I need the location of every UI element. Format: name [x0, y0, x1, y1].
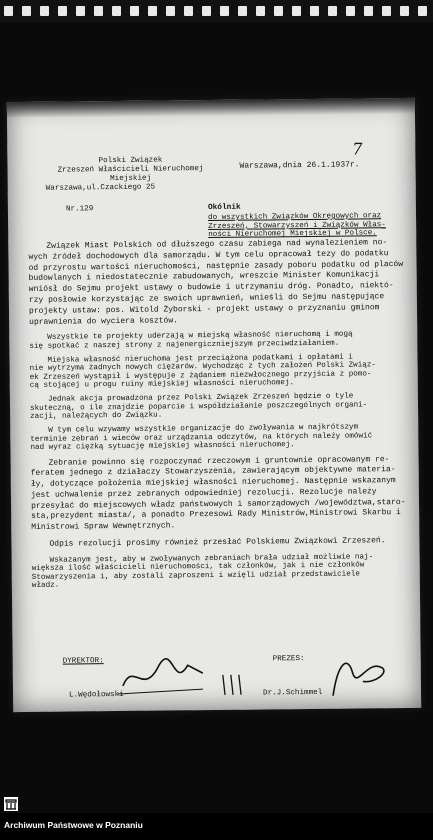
- archive-logo-icon: [4, 797, 18, 811]
- film-perforation: [58, 6, 67, 16]
- film-perforation: [148, 6, 157, 16]
- document-date: Warszawa,dnia 26.1.1937r.: [239, 160, 360, 171]
- document-sheet: [7, 98, 421, 712]
- film-perforation: [40, 6, 49, 16]
- circular-title: Okólnik: [207, 203, 241, 213]
- film-perforation: [400, 6, 409, 16]
- paragraph-5: W tym celu wzywamy wszystkie organizacje do zwoływania w najkrótszym terminie zebrań i wieców oraz urządzania odczytów, na których należy omówić nad wyraz ciężką sytuację miejskiej własności nieruchomej.: [30, 423, 373, 453]
- footer-bar: [0, 813, 433, 840]
- film-perforation: [4, 6, 13, 16]
- film-perforation: [310, 6, 319, 16]
- letter-body: [28, 238, 412, 596]
- film-perforation: [328, 6, 337, 16]
- director-title: DYREKTOR:: [62, 657, 104, 666]
- film-strip-top: [0, 0, 433, 22]
- archive-name: Archiwum Państwowe w Poznaniu: [4, 820, 143, 830]
- film-perforation: [382, 6, 391, 16]
- film-perforation: [94, 6, 103, 16]
- film-perforation: [76, 6, 85, 16]
- paragraph-8: Wskazanym jest, aby w zwoływanych zebraniach brała udział możliwie naj- większa ilość właścicieli nieruchomości, tak członków, jak i nie członków Stowarzyszenia i, aby zostali zaproszeni i wzięli udział przedstawiciele władz.: [31, 553, 374, 590]
- paragraph-7: Odpis rezolucji prosimy również przesłać Polskiemu Związkowi Zrzeszeń.: [49, 536, 386, 549]
- handwritten-signatures: [63, 653, 394, 706]
- reference-number: Nr.129: [65, 205, 94, 214]
- paragraph-4: Jednak akcja prowadzona przez Polski Związek Zrzeszeń będzie o tyle skuteczną, o ile znajdzie poparcie i współdziałanie poszczególnych organi- zacji, należących do Związku.: [29, 392, 368, 422]
- film-perforation: [274, 6, 283, 16]
- page-number-mark: 7: [352, 139, 363, 159]
- film-perforation: [112, 6, 121, 16]
- director-name: L.Wędołowski: [68, 690, 124, 700]
- paragraph-3: Miejska własność nieruchoma jest przeciążona podatkami i opłatami i nie wytrzyma żadnych nowych ciężarów. Wychodząc z tych założeń Polski Związ- ek Zrzeszeń wystąpił i występuje z żądaniem niezwłocznego przyjścia z pomo- cą stojącej u progu ruiny miejskiej własności nieruchomej.: [29, 353, 376, 391]
- circular-recipients: do wszystkich Związków Okręgowych oraz Zrzeszeń, Stowarzyszeń i Związków Włas- ności Nieruchomej Miejskiej w Polsce.: [208, 212, 386, 240]
- film-perforation: [22, 6, 31, 16]
- president-title: PREZES:: [272, 655, 305, 664]
- sender-organization: Polski Związek Zrzeszeń Właścicieli Nieruchomej Miejskiej: [57, 156, 204, 184]
- paragraph-2: Wszystkie te projekty uderzają w miejską własność nieruchomą i mogą się spotkać z naszej strony z najenergiczniejszym przeciwdziałaniem.: [29, 330, 353, 351]
- sender-address: Warszawa,ul.Czackiego 25: [45, 183, 156, 193]
- president-name: Dr.J.Schimmel: [262, 688, 323, 698]
- film-perforation: [256, 6, 265, 16]
- film-perforation: [364, 6, 373, 16]
- paragraph-6: Zebranie powinno się rozpoczynać rzeczowym i gruntownie opracowanym re- feratem jednego z działaczy Stowarzyszenia, zawierającym objektywne materia- ły, dotyczące położenia miejskiej własności nieruchomej. Następnie wskazanym jest uchwalenie przez zebranych odpowiedniej rezolucji. Rezolucje należy przesyłać do miejscowych władz państwowych i samorządowych /województwa,staro- sta,prezydent miasta/, a ponadto Prezesowi Rady Ministrów,Ministrowi Skarbu i Ministrowi Spraw Wewnętrznych.: [30, 454, 406, 533]
- film-perforation: [292, 6, 301, 16]
- film-perforation: [202, 6, 211, 16]
- film-perforation: [166, 6, 175, 16]
- signature-block: [63, 653, 394, 706]
- film-perforation: [220, 6, 229, 16]
- film-perforation: [130, 6, 139, 16]
- film-perforation: [346, 6, 355, 16]
- paragraph-1: Związek Miast Polskich od dłuższego czasu zabiega nad wynalezieniem no- wych źródeł dochodowych dla samorządu. W tym celu opracował tezy do podatku od przyrostu wartości nieruchomości, następnie zasady poboru podatku od placów budowlanych i niedostatecznie zabudowanych, wreszcie Minister Komunikacji wniósł do Sejmu projekt ustawy o budowie i utrzymaniu dróg. Ponadto, niektó- rzy posłowie korzystając ze swoich uprawnień, wnieśli do Sejmu następujące projekty ustaw: pos. Witold Żyborski - projekt ustawy o przyznaniu gminom uprawnienia do wyciera kosztów.: [28, 238, 404, 327]
- film-perforation: [418, 6, 427, 16]
- film-perforation: [184, 6, 193, 16]
- film-perforation: [238, 6, 247, 16]
